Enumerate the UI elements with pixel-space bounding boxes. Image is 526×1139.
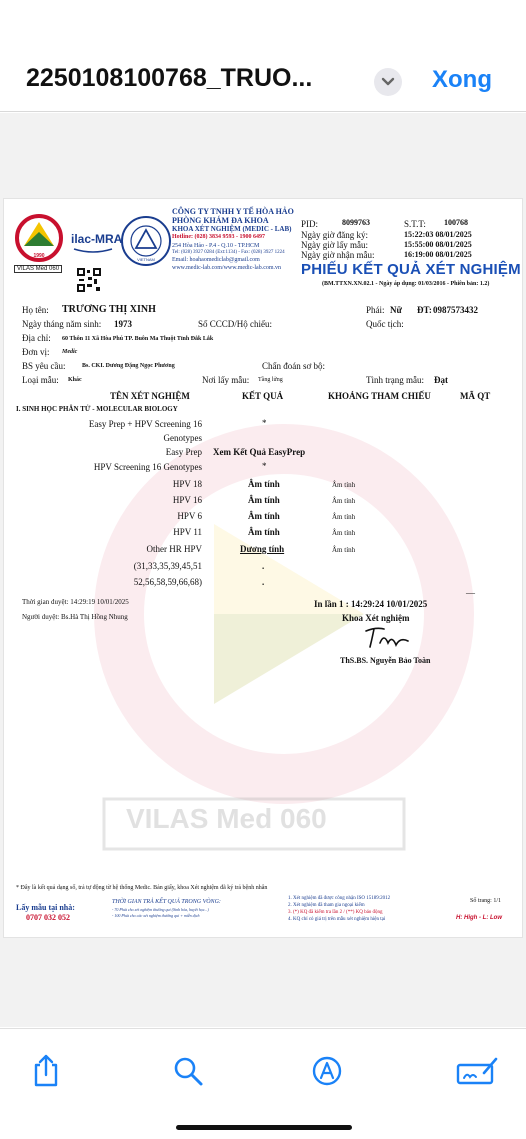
vilas-badge: VILAS Med 060: [14, 265, 62, 273]
svg-text:VIETNAM: VIETNAM: [137, 257, 155, 262]
home-sampling-phone: 0707 032 052: [26, 913, 70, 922]
signature-icon: [456, 1053, 500, 1089]
report-title: PHIẾU KẾT QUẢ XÉT NGHIỆM: [301, 261, 521, 278]
received-label: Ngày giờ nhận mẫu:: [301, 250, 375, 260]
ilac-mra-logo: [70, 221, 123, 257]
pid-value: 8099763: [342, 218, 370, 227]
pid-label: PID:: [301, 219, 319, 229]
unit-value: Medic: [62, 349, 78, 355]
test-name: (31,33,35,39,45,51: [133, 561, 202, 571]
signature-button[interactable]: [456, 1053, 500, 1089]
phone-line: Tel: (028) 3927 0284 (Ext:1134) - Fax: (028) 3927 1224: [172, 250, 285, 255]
footer-note: * Đây là kết quả dạng số, trả tự động từ hệ thống Medic. Bản giấy, khoa Xét nghiệm đã ký trả bệnh nhân: [16, 885, 268, 891]
sample-place-label: Nơi lấy mẫu:: [202, 375, 250, 385]
test-name: Genotypes: [163, 433, 202, 443]
stt-label: S.T.T:: [404, 219, 426, 229]
document-title: 2250108100768_TRUO...: [26, 64, 313, 92]
test-name: Easy Prep + HPV Screening 16: [88, 419, 202, 429]
test-name: HPV 18: [172, 479, 202, 489]
test-range: Âm tính: [332, 481, 356, 489]
medic-lab-logo: [14, 214, 64, 272]
dob-label: Ngày tháng năm sinh:: [22, 319, 102, 329]
col-header-result: KẾT QUẢ: [242, 391, 284, 401]
email-line: Email: hoahaomediclab@gmail.com: [172, 257, 260, 263]
sample-place-value: Tầng lửng: [258, 377, 283, 383]
note-3: 3. (*) KQ đã kiểm tra lần 2 / (**) KQ báo động: [288, 910, 383, 915]
test-name: HPV 16: [172, 495, 202, 505]
top-bar: [0, 0, 526, 112]
bureau-accreditation-logo: [120, 215, 172, 267]
note-4: 4. KQ chỉ có giá trị trên mẫu xét nghiệm hiện tại: [288, 917, 386, 922]
test-name: Other HR HPV: [146, 544, 202, 554]
phone-value: 0987573432: [433, 305, 478, 315]
bottom-toolbar: [0, 1028, 526, 1139]
test-result: .: [262, 561, 265, 571]
test-range: Âm tính: [332, 546, 356, 554]
sampled-label: Ngày giờ lấy mẫu:: [301, 240, 368, 250]
turnaround-line-2: - 100 Phút cho các xét nghiệm thường qui + miễn dịch: [112, 913, 200, 918]
home-indicator: [176, 1125, 352, 1130]
test-result: *: [262, 418, 267, 428]
qr-code: [76, 267, 102, 293]
website-line: www.medic-lab.com/www.medic-lab.com.vn: [172, 265, 282, 271]
address-value: 60 Thôn 11 Xã Hòa Phú TP. Buôn Ma Thuột Tỉnh Đắk Lắk: [62, 336, 214, 342]
test-result: Âm tính: [248, 479, 280, 489]
print-time: In lần 1 : 14:29:24 10/01/2025: [314, 599, 428, 609]
approval-time: Thời gian duyệt: 14:29:19 10/01/2025: [22, 598, 129, 606]
markup-button[interactable]: [309, 1053, 345, 1089]
signature-mark: [362, 623, 412, 653]
sample-status-label: Tình trạng mẫu:: [366, 375, 424, 385]
sample-type-value: Khác: [68, 377, 82, 383]
sampled-value: 15:55:00 08/01/2025: [404, 240, 472, 249]
section-heading: I. SINH HỌC PHÂN TỬ - MOLECULAR BIOLOGY: [16, 405, 178, 413]
address-label: Địa chỉ:: [22, 333, 51, 343]
received-value: 16:19:00 08/01/2025: [404, 250, 472, 259]
doctor-value: Bs. CKI. Dương Đặng Ngọc Phương: [82, 363, 175, 369]
test-range: Âm tính: [332, 497, 356, 505]
test-name: HPV 6: [177, 511, 202, 521]
watermark-vilas-text: VILAS Med 060: [126, 803, 327, 834]
test-result-positive: Dương tính: [240, 544, 285, 554]
chevron-down-icon: [381, 77, 395, 87]
search-button[interactable]: [170, 1053, 206, 1089]
dash-mark: —: [466, 588, 475, 598]
address-line: 254 Hòa Hảo - P.4 - Q.10 - TP.HCM: [172, 243, 260, 249]
test-result: *: [262, 461, 267, 471]
phone-label: ĐT:: [417, 305, 432, 315]
sample-type-label: Loại mẫu:: [22, 375, 59, 385]
company-name: CÔNG TY TNHH Y TẾ HÒA HẢO: [172, 207, 294, 216]
sex-label: Phái:: [366, 305, 385, 315]
svg-text:1990: 1990: [33, 253, 45, 259]
search-icon: [170, 1053, 206, 1089]
nationality-label: Quốc tịch:: [366, 319, 404, 329]
note-1: 1. Xét nghiệm đã được công nhận ISO 15189:2012: [288, 896, 391, 901]
sex-value: Nữ: [390, 305, 402, 315]
form-code: (BM.TTXN.XN.02.1 - Ngày áp dụng: 01/03/2016 - Phiên bản: 1.2): [322, 281, 490, 287]
title-menu-button[interactable]: [374, 68, 402, 96]
col-header-range: KHOẢNG THAM CHIẾU: [328, 391, 431, 401]
lab-report-page: [3, 198, 523, 938]
id-label: Số CCCD/Hộ chiếu:: [198, 319, 273, 329]
col-header-code: MÃ QT: [460, 391, 491, 401]
dob-value: 1973: [114, 319, 132, 329]
diagnosis-label: Chẩn đoán sơ bộ:: [262, 361, 326, 371]
test-name: HPV Screening 16 Genotypes: [93, 462, 202, 472]
dept-sign-title: Khoa Xét nghiệm: [342, 613, 410, 623]
test-name: HPV 11: [173, 527, 202, 537]
test-name: Easy Prep: [165, 447, 202, 457]
test-range: Âm tính: [332, 529, 356, 537]
unit-label: Đơn vị:: [22, 347, 50, 357]
page-count: Số trang: 1/1: [470, 898, 501, 904]
svg-text:ilac-MRA: ilac-MRA: [71, 232, 123, 246]
test-result: Âm tính: [248, 527, 280, 537]
department-name: KHOA XÉT NGHIỆM (MEDIC - LAB): [172, 225, 292, 233]
share-icon: [28, 1053, 64, 1089]
test-result: Xem Kết Quả EasyPrep: [213, 447, 306, 457]
sample-status-value: Đạt: [434, 375, 448, 385]
name-label: Họ tên:: [22, 305, 49, 315]
stt-value: 100768: [444, 218, 468, 227]
clinic-name: PHÒNG KHÁM ĐA KHOA: [172, 216, 269, 225]
test-result: Âm tính: [248, 511, 280, 521]
turnaround-line-1: - 70 Phút cho xét nghiệm thường qui (Sinh hóa, huyết học...): [112, 907, 209, 912]
doctor-label: BS yêu cầu:: [22, 361, 66, 371]
high-low-legend: H: High - L: Low: [456, 915, 502, 921]
registered-label: Ngày giờ đăng ký:: [301, 230, 368, 240]
test-range: Âm tính: [332, 513, 356, 521]
markup-icon: [309, 1053, 345, 1089]
approver: Người duyệt: Bs.Hà Thị Hồng Nhung: [22, 613, 128, 621]
col-header-test: TÊN XÉT NGHIỆM: [110, 391, 190, 401]
share-button[interactable]: [28, 1053, 64, 1089]
test-name: 52,56,58,59,66,68): [133, 577, 202, 587]
done-button[interactable]: Xong: [432, 66, 492, 93]
home-sampling-label: Lấy mẫu tại nhà:: [16, 903, 75, 912]
note-2: 2. Xét nghiệm đã tham gia ngoại kiểm: [288, 903, 365, 908]
registered-value: 15:22:03 08/01/2025: [404, 230, 472, 239]
patient-name: TRƯƠNG THỊ XINH: [62, 304, 156, 315]
signer-name: ThS.BS. Nguyễn Bảo Toàn: [340, 656, 431, 665]
test-result: .: [262, 577, 265, 587]
hotline: Hotline: (028) 3834 9593 - 1900 6497: [172, 234, 265, 240]
turnaround-title: THỜI GIAN TRẢ KẾT QUẢ TRONG VÒNG:: [112, 899, 221, 905]
test-result: Âm tính: [248, 495, 280, 505]
